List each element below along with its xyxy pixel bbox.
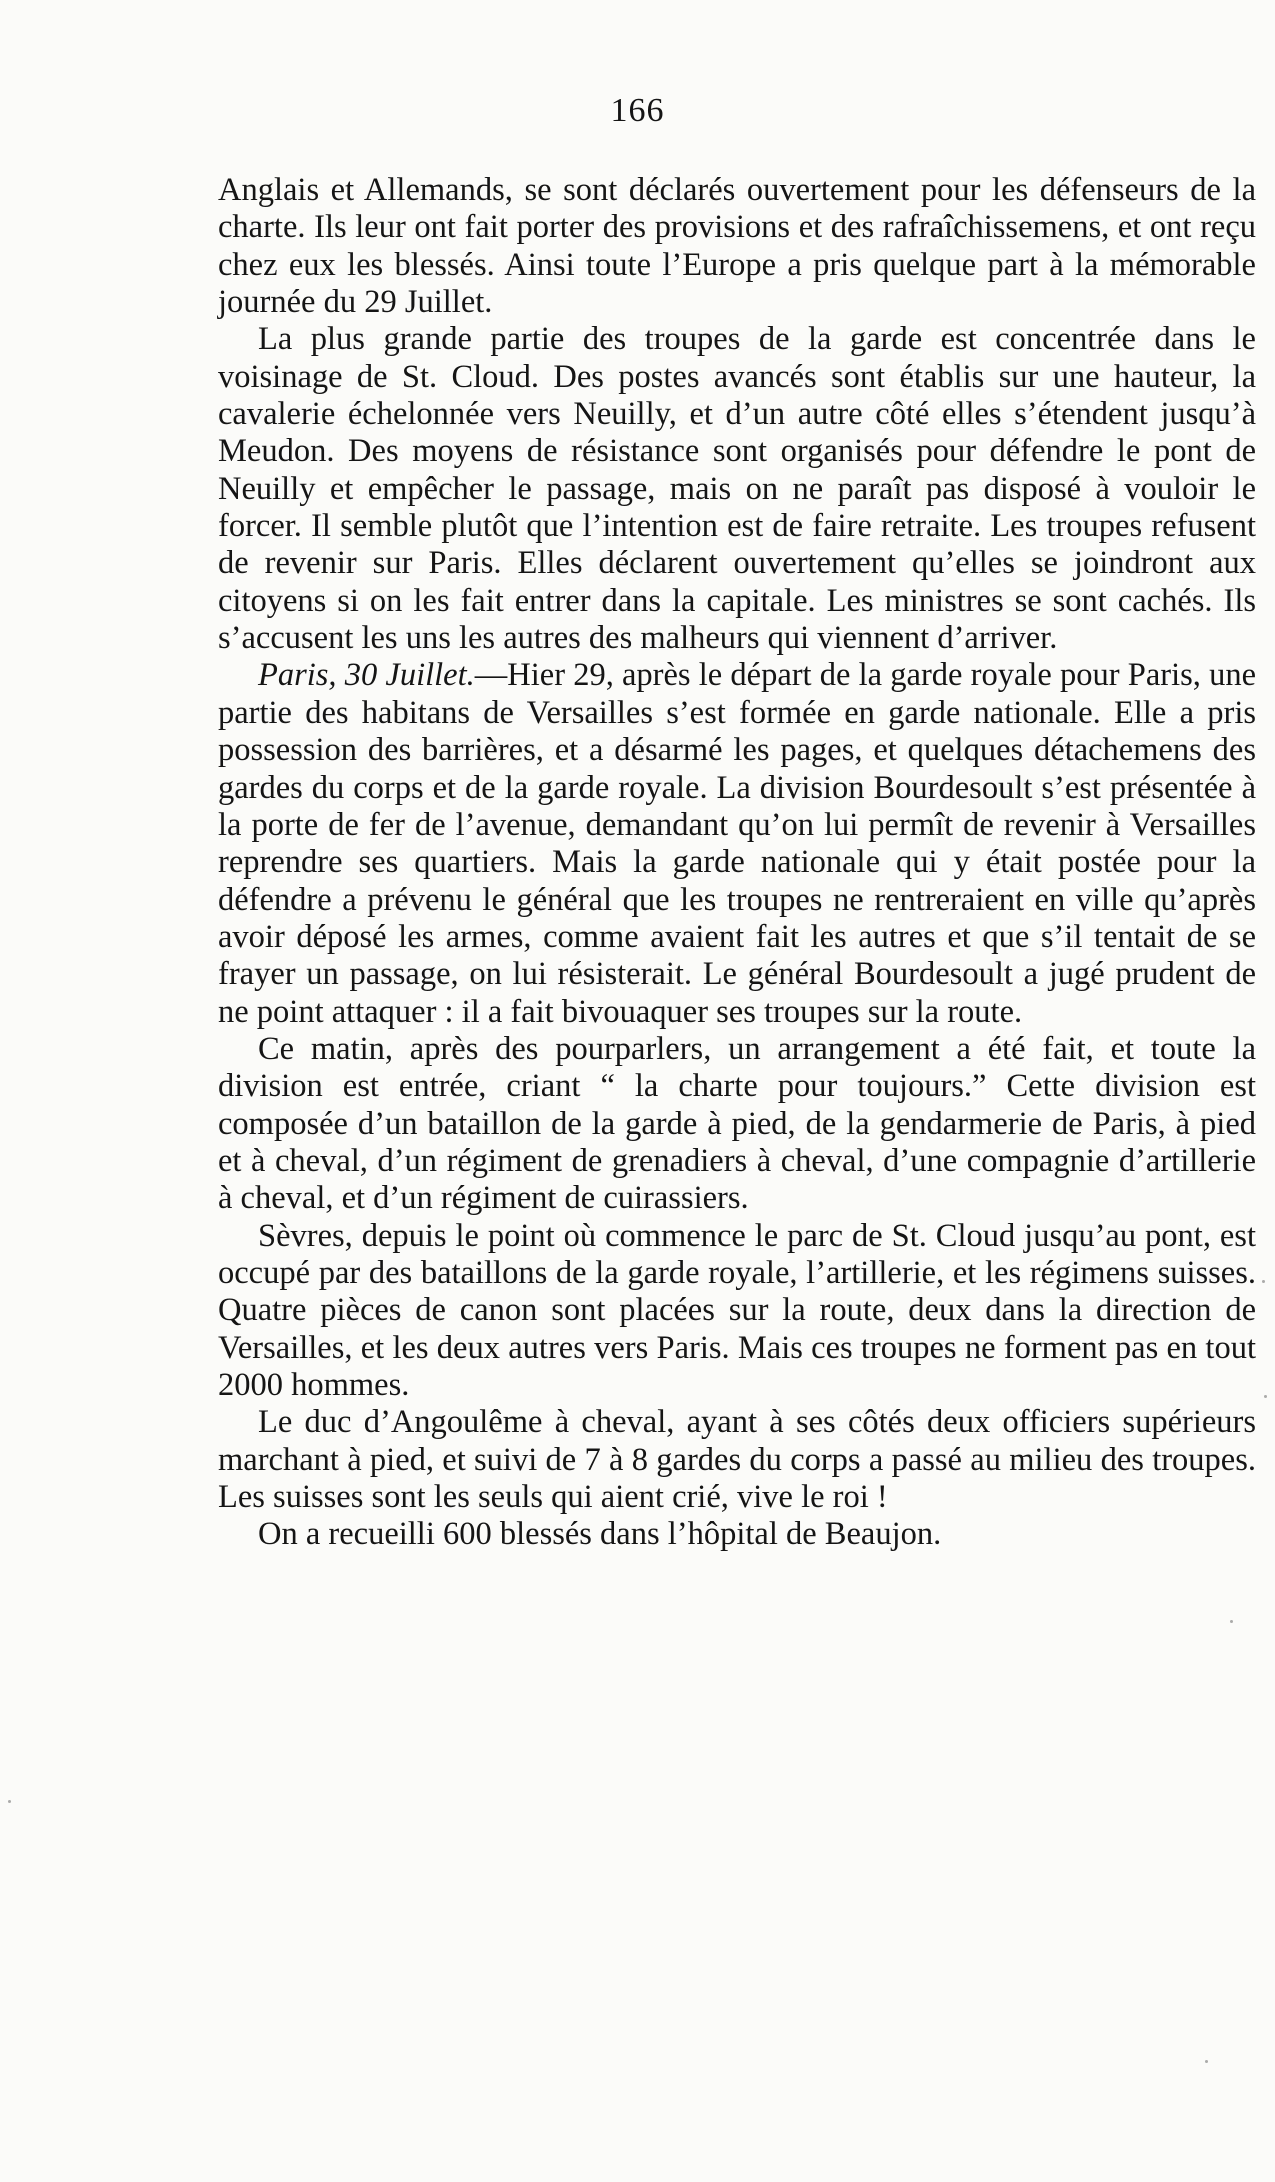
paragraph-6-text: Le duc d’Angoulême à cheval, ayant à ses côtés deux officiers supérieurs marchant à pied, et suivi de 7 à 8 gardes du corps a passé au milieu des troupes. Les suisses sont les seuls qui aient crié, vive le roi ! [218, 1404, 1256, 1516]
paragraph-2-text: La plus grande partie des troupes de la garde est concentrée dans le voisinage de St. Cloud. Des postes avancés sont établis sur une hauteur, la cavalerie échelonnée vers Neuilly, et d’un autre côté elles s’étendent jusqu’à Meudon. Des moyens de résistance sont organisés pour défendre le pont de Neuilly et empêcher le passage, mais on ne paraît pas disposé à vouloir le forcer. Il semble plutôt que l’intention est de faire retraite. Les troupes refusent de revenir sur Paris. Elles déclarent ouvertement qu’elles se joindront aux citoyens si on les fait entrer dans la capitale. Les ministres se sont cachés. Ils s’accusent les uns les autres des malheurs qui viennent d’arriver. [218, 321, 1256, 657]
paragraph-7-text: On a recueilli 600 blessés dans l’hôpital de Beaujon. [258, 1516, 942, 1553]
paragraph-3-text: —Hier 29, après le départ de la garde royale pour Paris, une partie des habitans de Versailles s’est formée en garde nationale. Elle a pris possession des barrières, et a désarmé les pages, et quelques détachemens des gardes du corps et de la garde royale. La division Bourdesoult s’est présentée à la porte de fer de l’avenue, demandant qu’on lui permît de revenir à Versailles reprendre ses quartiers. Mais la garde nationale qui y était postée pour la défendre a prévenu le général que les troupes ne rentreraient en ville qu’après avoir déposé les armes, comme avaient fait les autres et que s’il tentait de se frayer un passage, on lui résisterait. Le général Bourdesoult a jugé prudent de ne point attaquer : il a fait bivouaquer ses troupes sur la route. [218, 657, 1256, 1030]
print-speck [1264, 1395, 1267, 1398]
page-number: 166 [610, 92, 665, 129]
paragraph-4-text: Ce matin, après des pourparlers, un arrangement a été fait, et toute la division est entrée, criant “ la charte pour toujours.” Cette division est composée d’un bataillon de la garde à pied, de la gendarmerie de Paris, à pied et à cheval, d’un régiment de grenadiers à cheval, d’une compagnie d’artillerie à cheval, et d’un régiment de cuirassiers. [218, 1030, 1256, 1217]
paragraph-4 [218, 1031, 1256, 1218]
paragraph-5-text: Sèvres, depuis le point où commence le parc de St. Cloud jusqu’au pont, est occupé par des bataillons de la garde royale, l’artillerie, et les régimens suisses. Quatre pièces de canon sont placées sur la route, deux dans la direction de Versailles, et les deux autres vers Paris. Mais ces troupes ne forment pas en tout 2000 hommes. [218, 1217, 1256, 1403]
print-speck [1205, 2060, 1208, 2063]
paragraph-7 [218, 1516, 1256, 1553]
body-text [218, 172, 1256, 1554]
paragraph-1-text: Anglais et Allemands, se sont déclarés ouvertement pour les défenseurs de la charte. Ils leur ont fait porter des provisions et des rafraîchissemens, et ont reçu chez eux les blessés. Ainsi toute l’Europe a pris quelque part à la mémorable journée du 29 Juillet. [218, 172, 1256, 321]
print-speck [1230, 1620, 1233, 1623]
paragraph-3-dateline: Paris, 30 Juillet. [258, 657, 475, 694]
paragraph-3 [218, 657, 1256, 1030]
print-speck [8, 1800, 11, 1803]
paragraph-1 [218, 172, 1256, 321]
print-speck [1262, 1280, 1265, 1283]
paragraph-6 [218, 1404, 1256, 1516]
paragraph-2 [218, 321, 1256, 657]
paragraph-5 [218, 1218, 1256, 1405]
